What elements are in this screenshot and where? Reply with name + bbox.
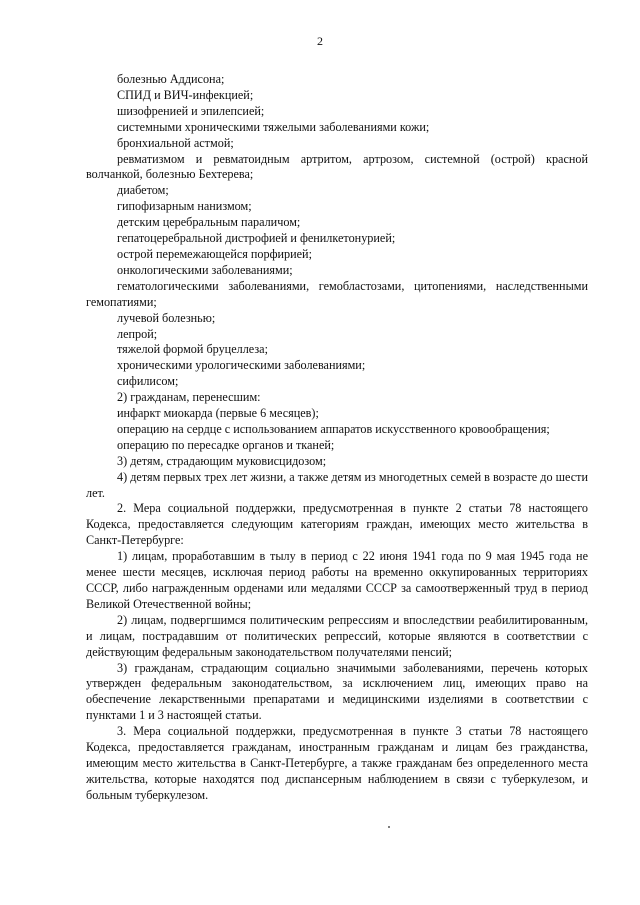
scan-speck [388,826,390,828]
paragraph: болезнью Аддисона; [117,72,225,86]
paragraph: лепрой; [117,326,158,341]
paragraph: инфаркт миокарда (первые 6 месяцев); [117,406,319,421]
paragraph: гипофизарным нанизмом; [117,199,252,214]
paragraph: 3) гражданам, страдающим социально значимыми заболеваниями, перечень которых утвержден федеральным законодательством, за исключением лиц, имеющих право на обеспечение лекарственными препаратами и медицинскими изделиями в соответствии с пунктами 1 и 3 настоящей статьи. [86,660,588,723]
paragraph: детским церебральным параличом; [117,215,301,230]
paragraph: СПИД и ВИЧ-инфекцией; [117,87,254,102]
paragraph: гематологическими заболеваниями, гемобластозами, цитопениями, наследственными гемопатиями; [86,278,588,309]
paragraph: операцию на сердце с использованием аппаратов искусственного кровообращения; [117,421,550,436]
paragraph: диабетом; [117,183,169,198]
paragraph: системными хроническими тяжелыми заболеваниями кожи; [117,119,430,134]
paragraph: лучевой болезнью; [117,310,216,325]
paragraph: 2) гражданам, перенесшим: [117,390,261,405]
paragraph: онкологическими заболеваниями; [117,262,293,277]
paragraph: 2) лицам, подвергшимся политическим репрессиям и впоследствии реабилитированным, и лицам, пострадавшим от политических репрессий, которые являются в соответствии с действующим федеральным законодательством получателями пенсий; [86,612,588,659]
paragraph: хроническими урологическими заболеваниями; [117,358,366,373]
paragraph: бронхиальной астмой; [117,135,234,150]
document-body [86,72,588,804]
paragraph: 3) детям, страдающим муковисцидозом; [117,453,327,468]
paragraph: острой перемежающейся порфирией; [117,246,312,261]
paragraph: операцию по пересадке органов и тканей; [117,437,335,452]
page-number: 2 [317,34,323,48]
paragraph: 3. Мера социальной поддержки, предусмотренная в пункте 3 статьи 78 настоящего Кодекса, предоставляется гражданам, иностранным гражданам и лицам без гражданства, имеющим место жительства в Санкт-Петербурге, а также гражданам без определенного места жительства, которые находятся под диспансерным наблюдением в связи с туберкулезом, и больным туберкулезом. [86,724,588,802]
paragraph: тяжелой формой бруцеллеза; [117,342,268,357]
paragraph: гепатоцеребральной дистрофией и фенилкетонурией; [117,231,396,246]
paragraph: 1) лицам, проработавшим в тылу в период с 22 июня 1941 года по 9 мая 1945 года не менее шести месяцев, исключая период работы на временно оккупированных территориях СССР, либо награжденным орденами или медалями СССР за самоотверженный труд в период Великой Отечественной войны; [86,549,588,611]
paragraph: 4) детям первых трех лет жизни, а также детям из многодетных семей в возрасте до шести лет. [86,469,588,500]
paragraph: сифилисом; [117,374,179,389]
paragraph: шизофренией и эпилепсией; [117,103,265,118]
paragraph: 2. Мера социальной поддержки, предусмотренная в пункте 2 статьи 78 настоящего Кодекса, предоставляется следующим категориям граждан, имеющих место жительства в Санкт-Петербурге: [86,501,588,548]
paragraph: ревматизмом и ревматоидным артритом, артрозом, системной (острой) красной волчанкой, болезнью Бехтерева; [86,151,588,182]
